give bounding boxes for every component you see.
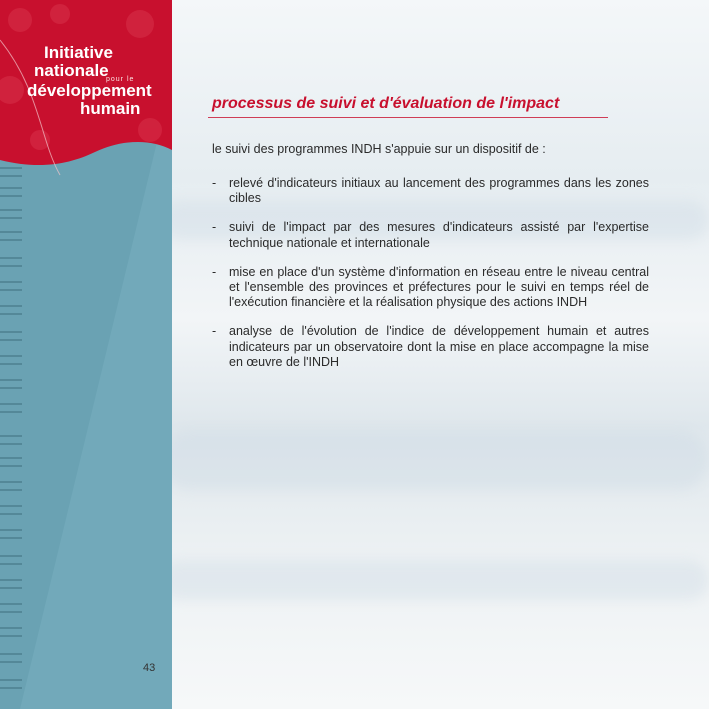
bullet-dash: - <box>212 176 217 190</box>
bullet-dash: - <box>212 220 217 235</box>
intro-text: le suivi des programmes INDH s'appuie sur un dispositif de : <box>212 142 546 156</box>
bullet-dash: - <box>212 324 217 339</box>
logo-line-initiative: Initiative <box>44 43 113 62</box>
list-item <box>212 220 649 251</box>
logo-line-nationale: nationale <box>34 61 109 80</box>
page-number: 43 <box>143 662 156 674</box>
list-item <box>212 324 649 370</box>
bullet-text: suivi de l'impact par des mesures d'indicateurs assisté par l'expertise technique nationale et internationale <box>229 220 649 250</box>
bullet-text: relevé d'indicateurs initiaux au lancement des programmes dans les zones cibles <box>229 176 649 206</box>
logo-line-humain: humain <box>80 99 141 118</box>
logo-line-pour-le: pour le <box>106 76 135 83</box>
bullet-text: mise en place d'un système d'information en réseau entre le niveau central et l'ensemble des provinces et préfectures pour le suivi en temps réel de l'exécution financière et la réalisation physique des actions INDH <box>229 264 649 310</box>
page-title: processus de suivi et d'évaluation de l'impact <box>212 95 560 112</box>
bullet-dash: - <box>212 264 217 279</box>
list-item <box>212 176 649 207</box>
indh-logo <box>0 0 172 180</box>
title-underline <box>208 117 608 118</box>
bullet-text: analyse de l'évolution de l'indice de développement humain et autres indicateurs par un observatoire dont la mise en place accompagne la mise en œuvre de l'INDH <box>229 324 649 370</box>
bullet-list <box>212 176 649 384</box>
list-item <box>212 265 649 311</box>
logo-line-developpement: développement <box>27 81 152 100</box>
